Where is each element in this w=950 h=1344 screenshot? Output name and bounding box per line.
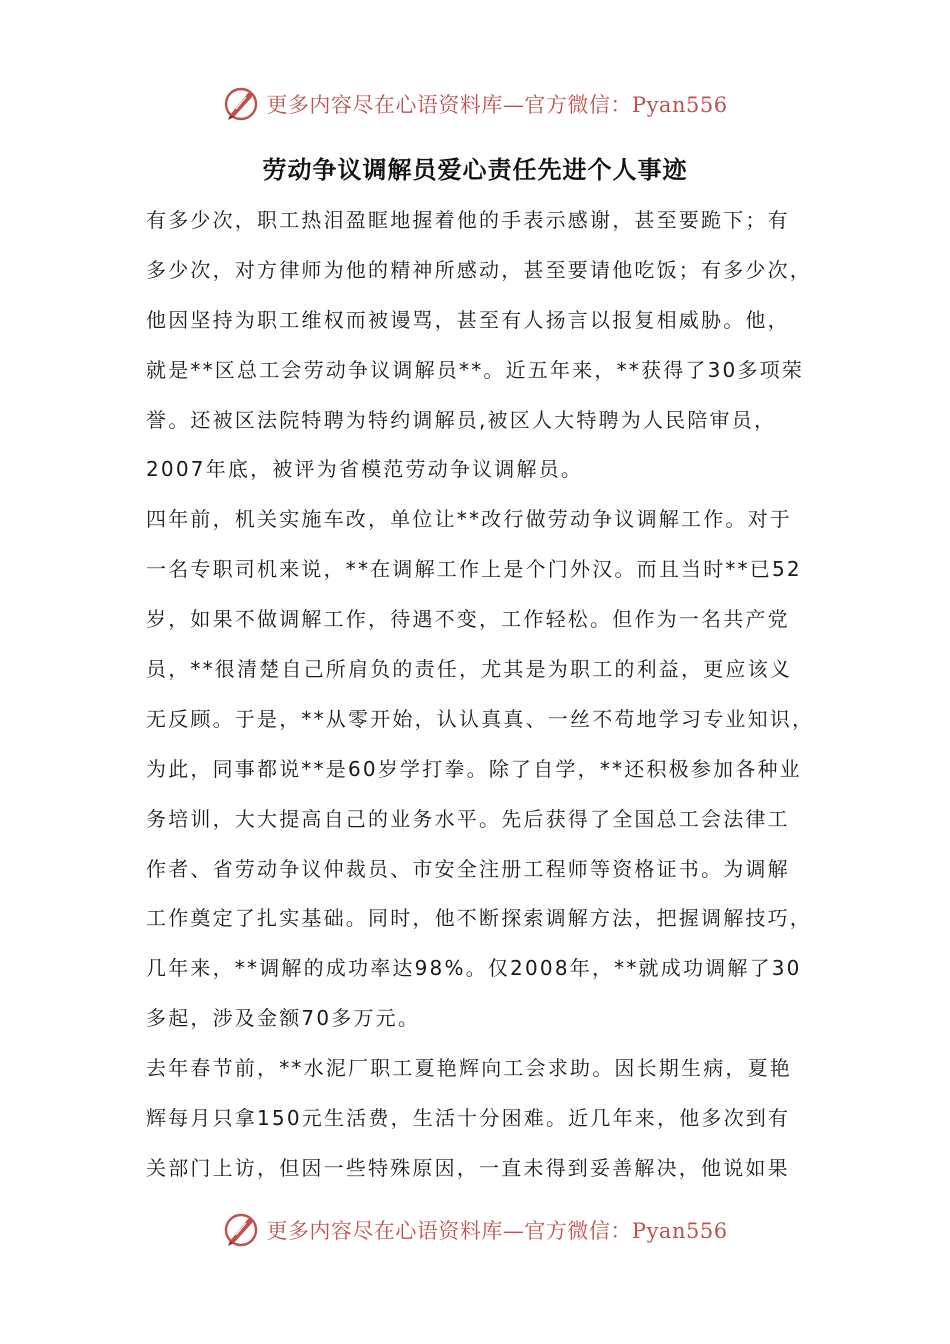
body-line: 无反顾。于是，**从零开始，认认真真、一丝不苟地学习专业知识， [146,706,815,731]
body-line: 作者、省劳动争议仲裁员、市安全注册工程师等资格证书。为调解 [146,856,790,881]
watermark-text: 更多内容尽在心语资料库—官方微信：Pyan556 [266,93,728,117]
body-line: 关部门上访，但因一些特殊原因，一直未得到妥善解决，他说如果 [146,1155,790,1180]
body-line: 工作奠定了扎实基础。同时，他不断探索调解方法，把握调解技巧， [146,906,812,931]
body-line: 有多少次，职工热泪盈眶地握着他的手表示感谢，甚至要跪下；有 [146,208,790,232]
body-line: 岁，如果不做调解工作，待遇不变，工作轻松。但作为一名共产党 [146,607,790,632]
body-line: 多少次，对方律师为他的精神所感动，甚至要请他吃饭；有多少次， [146,257,812,282]
body-line: 为此，同事都说**是60岁学打拳。除了自学，**还积极参加各种业 [146,756,802,781]
document-title: 劳动争议调解员爱心责任先进个人事迹 [262,156,688,184]
footer-watermark-banner [0,1208,950,1252]
body-line: 辉每月只拿150元生活费，生活十分困难。近几年来，他多次到有 [146,1106,791,1131]
body-line: 员，**很清楚自己所肩负的责任，尤其是为职工的利益，更应该义 [146,657,792,682]
body-line: 誉。还被区法院特聘为特约调解员,被区人大特聘为人民陪审员， [146,407,777,432]
body-line: 多起，涉及金额70多万元。 [146,1006,421,1031]
header-watermark-banner [0,82,950,126]
document-body [146,196,826,1194]
body-line: 几年来，**调解的成功率达98%。仅2008年，**就成功调解了30 [146,956,802,981]
body-line: 就是**区总工会劳动争议调解员**。近五年来，**获得了30多项荣 [146,357,805,382]
body-line: 一名专职司机来说，**在调解工作上是个门外汉。而且当时**已52 [146,557,802,582]
quill-logo-icon [222,85,260,123]
body-line: 四年前，机关实施车改，单位让**改行做劳动争议调解工作。对于 [146,507,792,532]
watermark-text: 更多内容尽在心语资料库—官方微信：Pyan556 [266,1219,728,1243]
body-line: 他因坚持为职工维权而被谩骂，甚至有人扬言以报复相威胁。他， [146,307,790,332]
body-line: 务培训，大大提高自己的业务水平。先后获得了全国总工会法律工 [146,806,790,831]
body-line: 2007年底，被评为省模范劳动争议调解员。 [146,457,584,482]
quill-logo-icon [222,1211,260,1249]
body-line: 去年春节前，**水泥厂职工夏艳辉向工会求助。因长期生病，夏艳 [146,1056,792,1081]
